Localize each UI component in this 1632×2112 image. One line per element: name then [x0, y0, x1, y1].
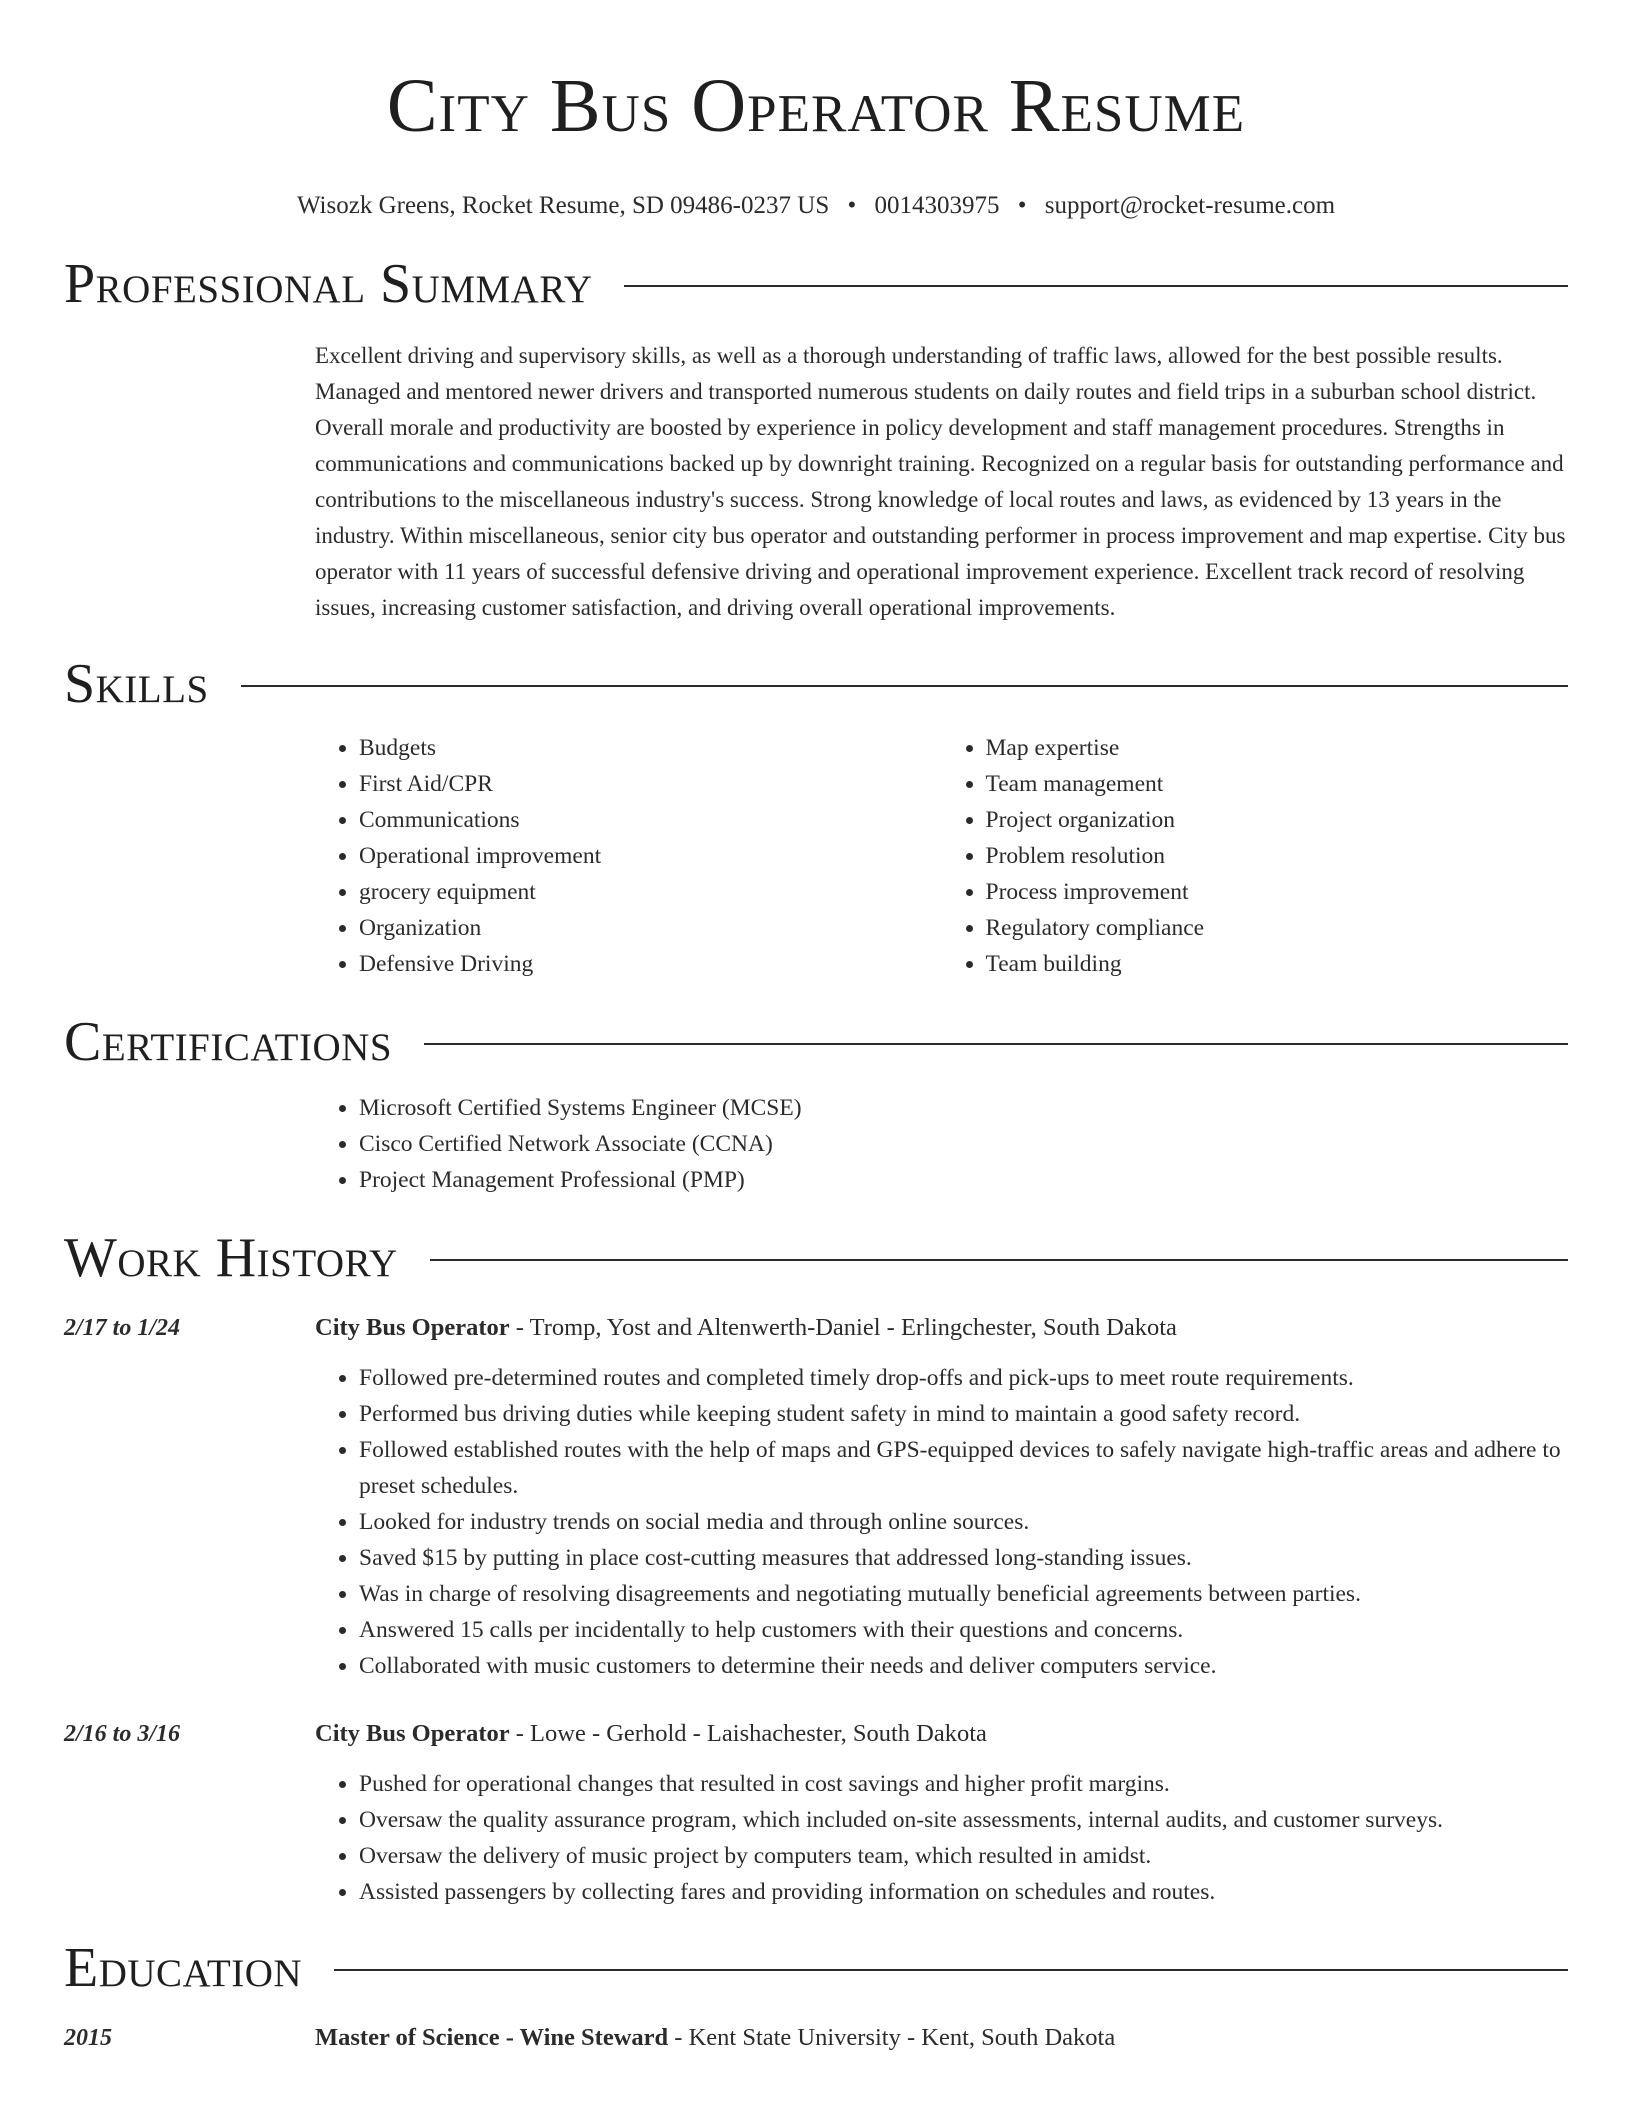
job-role	[315, 1716, 1568, 1752]
skill-item: • Map expertise	[986, 730, 1569, 766]
page-title: City Bus Operator Resume	[386, 64, 1246, 148]
job-bullet: • Performed bus driving duties while keeping student safety in mind to maintain a good safety record.	[359, 1396, 1568, 1432]
job-bullet: • Collaborated with music customers to determine their needs and deliver computers service.	[359, 1648, 1568, 1684]
skill-item: • Budgets	[359, 730, 942, 766]
summary-heading: Professional Summary	[64, 253, 593, 315]
job-bullets	[315, 1766, 1568, 1910]
skill-item: • Regulatory compliance	[986, 910, 1569, 946]
contact-phone: 0014303975	[874, 192, 1000, 219]
skill-item: • grocery equipment	[359, 874, 942, 910]
job-dates: 2/17 to 1/24	[64, 1315, 181, 1341]
skill-item: • Communications	[359, 802, 942, 838]
contact-separator: •	[847, 192, 857, 219]
certifications-list	[315, 1090, 1568, 1198]
section-divider	[241, 685, 1568, 687]
skills-section-header	[64, 652, 1568, 716]
skills-list-right	[942, 730, 1569, 982]
skill-item: • Operational improvement	[359, 838, 942, 874]
contact-separator: •	[1017, 192, 1027, 219]
section-divider	[624, 285, 1568, 287]
skills-columns	[315, 730, 1568, 982]
certification-item: • Project Management Professional (PMP)	[359, 1162, 1568, 1198]
skills-list-left	[315, 730, 942, 982]
job-body	[315, 1310, 1568, 1684]
job-entry	[64, 1310, 1568, 1684]
skill-item: • Defensive Driving	[359, 946, 942, 982]
summary-text: Excellent driving and supervisory skills, as well as a thorough understanding of traffic laws, allowed for the best possible results. Managed and mentored newer drivers and transported numerous students on daily routes and field trips in a suburban school district. Overall morale and productivity are boosted by experience in policy development and staff management procedures. Strengths in communications and communications backed up by downright training. Recognized on a regular basis for outstanding performance and contributions to the miscellaneous industry's success. Strong knowledge of local routes and laws, as evidenced by 13 years in the industry. Within miscellaneous, senior city bus operator and outstanding performer in process improvement and map expertise. City bus operator with 11 years of successful defensive driving and operational improvement experience. Excellent track record of resolving issues, increasing customer satisfaction, and driving overall operational improvements.	[315, 343, 1566, 620]
education-body	[315, 2020, 1568, 2056]
education-year: 2015	[64, 2025, 112, 2051]
skill-item: • Team management	[986, 766, 1569, 802]
certification-item: • Cisco Certified Network Associate (CCNA)	[359, 1126, 1568, 1162]
job-bullet: • Oversaw the delivery of music project by computers team, which resulted in amidst.	[359, 1838, 1568, 1874]
skill-item: • Team building	[986, 946, 1569, 982]
contact-line	[64, 190, 1568, 222]
education-section-header	[64, 1936, 1568, 2000]
job-bullet: • Pushed for operational changes that resulted in cost savings and higher profit margins.	[359, 1766, 1568, 1802]
job-entry	[64, 1716, 1568, 1910]
education-heading: Education	[64, 1937, 303, 1999]
education-details: - Kent State University - Kent, South Dakota	[668, 2024, 1116, 2051]
skills-heading: Skills	[64, 653, 209, 715]
job-bullet: • Was in charge of resolving disagreements and negotiating mutually beneficial agreements between parties.	[359, 1576, 1568, 1612]
education-degree-line	[315, 2020, 1568, 2056]
skill-item: • First Aid/CPR	[359, 766, 942, 802]
job-details: - Lowe - Gerhold - Laishachester, South Dakota	[509, 1720, 987, 1747]
job-bullet: • Saved $15 by putting in place cost-cutting measures that addressed long-standing issues.	[359, 1540, 1568, 1576]
skill-item: • Project organization	[986, 802, 1569, 838]
job-bullet: • Assisted passengers by collecting fares and providing information on schedules and routes.	[359, 1874, 1568, 1910]
skill-item: • Organization	[359, 910, 942, 946]
skill-item: • Process improvement	[986, 874, 1569, 910]
section-divider	[334, 1969, 1568, 1971]
certifications-heading: Certifications	[64, 1011, 393, 1073]
skill-item: • Problem resolution	[986, 838, 1569, 874]
job-details: - Tromp, Yost and Altenwerth-Daniel - Erlingchester, South Dakota	[509, 1314, 1177, 1341]
education-degree: Master of Science - Wine Steward	[315, 2024, 669, 2051]
job-bullet: • Looked for industry trends on social media and through online sources.	[359, 1504, 1568, 1540]
job-bullet: • Followed established routes with the help of maps and GPS-equipped devices to safely navigate high-traffic areas and adhere to preset schedules.	[359, 1432, 1568, 1504]
job-bullet: • Followed pre-determined routes and completed timely drop-offs and pick-ups to meet route requirements.	[359, 1360, 1568, 1396]
contact-email: support@rocket-resume.com	[1044, 192, 1336, 219]
job-body	[315, 1716, 1568, 1910]
work-history-section-header	[64, 1226, 1568, 1290]
job-dates: 2/16 to 3/16	[64, 1721, 181, 1747]
job-bullets	[315, 1360, 1568, 1684]
section-divider	[424, 1043, 1568, 1045]
job-title: City Bus Operator	[315, 1720, 510, 1747]
job-title: City Bus Operator	[315, 1314, 510, 1341]
section-divider	[430, 1259, 1568, 1261]
job-role	[315, 1310, 1568, 1346]
certifications-section-header	[64, 1010, 1568, 1074]
certification-item: • Microsoft Certified Systems Engineer (MCSE)	[359, 1090, 1568, 1126]
education-entry	[64, 2020, 1568, 2056]
job-bullet: • Answered 15 calls per incidentally to help customers with their questions and concerns.	[359, 1612, 1568, 1648]
job-bullet: • Oversaw the quality assurance program, which included on-site assessments, internal audits, and customer surveys.	[359, 1802, 1568, 1838]
work-history-heading: Work History	[64, 1227, 398, 1289]
summary-section-header	[64, 252, 1568, 316]
contact-address: Wisozk Greens, Rocket Resume, SD 09486-0237 US	[296, 192, 830, 219]
